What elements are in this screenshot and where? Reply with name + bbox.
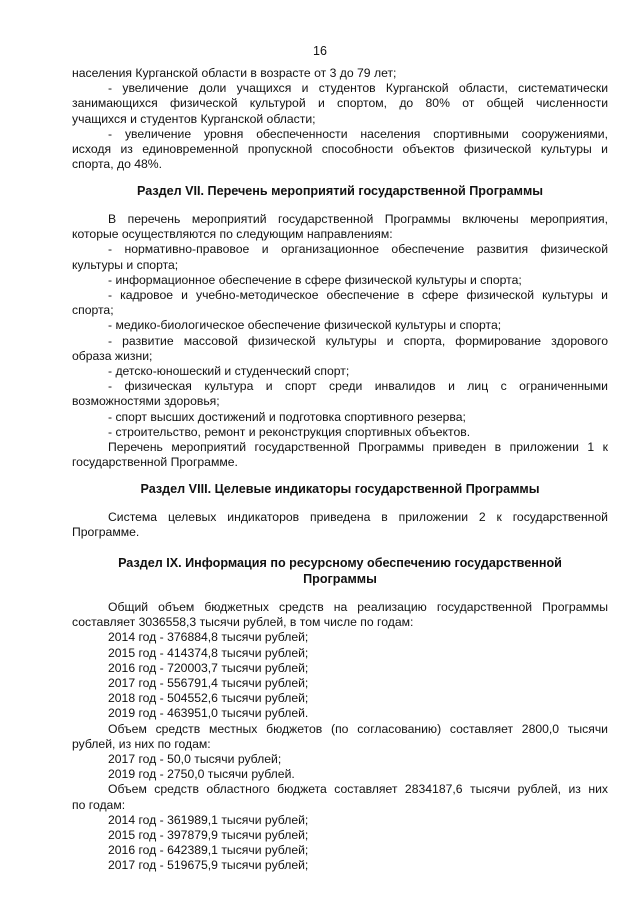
text-line: государственной Программе. [72, 455, 238, 470]
text-line: учащихся и студентов Курганской области; [72, 111, 316, 126]
text-line: Программе. [72, 525, 140, 540]
text-line: - спорт высших достижений и подготовка спортивного резерва; [108, 409, 466, 424]
section-heading [72, 555, 608, 587]
text-line: образа жизни; [72, 348, 153, 363]
text-line: Объем средств областного бюджета составляет 2834187,6 тысячи рублей, из них [108, 782, 608, 797]
section-8-body [72, 510, 608, 540]
text-line: 2019 год - 2750,0 тысячи рублей. [108, 767, 295, 782]
text-line: исходя из единовременной пропускной способности объектов физической культуры и [72, 142, 608, 157]
text-line: - физическая культура и спорт среди инвалидов и лиц с ограниченными [108, 379, 608, 394]
section-9-body [72, 600, 608, 874]
text-line: спорта, до 48%. [72, 157, 163, 172]
text-line: - увеличение уровня обеспеченности населения спортивными сооружениями, [108, 126, 608, 141]
text-line: Объем средств местных бюджетов (по согласованию) составляет 2800,0 тысячи [108, 721, 608, 736]
section-7-body [72, 212, 608, 470]
intro-continuation [72, 66, 608, 172]
text-line: - увеличение доли учащихся и студентов Курганской области, систематически [108, 81, 608, 96]
section-heading-line: Раздел IX. Информация по ресурсному обеспечению государственной [118, 556, 562, 570]
text-line: - медико-биологическое обеспечение физической культуры и спорта; [108, 318, 502, 333]
text-line: Общий объем бюджетных средств на реализацию государственной Программы [108, 600, 608, 614]
text-line: 2017 год - 556791,4 тысячи рублей; [108, 676, 309, 691]
text-line: Перечень мероприятий государственной Программы приведен в приложении 1 к [108, 440, 608, 455]
text-line: 2017 год - 50,0 тысячи рублей; [108, 752, 282, 767]
text-line: 2015 год - 414374,8 тысячи рублей; [108, 645, 309, 660]
text-line: 2019 год - 463951,0 тысячи рублей. [108, 706, 309, 721]
text-line: 2014 год - 361989,1 тысячи рублей; [108, 812, 309, 827]
text-line: которые осуществляются по следующим направлениям: [72, 227, 393, 242]
text-line: 2014 год - 376884,8 тысячи рублей; [108, 630, 309, 645]
text-line: - развитие массовой физической культуры и спорта, формирование здорового [108, 333, 608, 348]
section-heading: Раздел VII. Перечень мероприятий государственной Программы [136, 184, 544, 198]
text-line: составляет 3036558,3 тысячи рублей, в том числе по годам: [72, 615, 414, 630]
text-line: 2018 год - 504552,6 тысячи рублей; [108, 691, 309, 706]
text-line: по годам: [72, 797, 126, 812]
section-heading: Раздел VIII. Целевые индикаторы государственной Программы [140, 482, 540, 496]
text-line: 2017 год - 519675,9 тысячи рублей; [108, 858, 309, 873]
text-line: - строительство, ремонт и реконструкция спортивных объектов. [108, 424, 471, 439]
text-line: В перечень мероприятий государственной Программы включены мероприятия, [108, 212, 608, 226]
text-line: 2016 год - 642389,1 тысячи рублей; [108, 843, 309, 858]
text-line: спорта; [72, 303, 114, 318]
text-line: - детско-юношеский и студенческий спорт; [108, 364, 350, 379]
text-line: возможностями здоровья; [72, 394, 220, 409]
text-line: 2015 год - 397879,9 тысячи рублей; [108, 828, 309, 843]
text-line: - кадровое и учебно-методическое обеспечение в сфере физической культуры и [108, 288, 608, 303]
text-line: культуры и спорта; [72, 257, 179, 272]
page-number: 16 [313, 44, 327, 58]
text-line: - нормативно-правовое и организационное обеспечение развития физической [108, 242, 608, 257]
text-line: рублей, из них по годам: [72, 736, 211, 751]
text-line: 2016 год - 720003,7 тысячи рублей; [108, 660, 309, 675]
text-line: занимающихся физической культурой и спортом, до 80% от общей численности [72, 96, 608, 111]
text-line: населения Курганской области в возрасте от 3 до 79 лет; [72, 66, 397, 80]
text-line: - информационное обеспечение в сфере физической культуры и спорта; [108, 272, 522, 287]
text-line: Система целевых индикаторов приведена в приложении 2 к государственной [108, 510, 608, 524]
section-heading-line: Программы [303, 572, 377, 586]
